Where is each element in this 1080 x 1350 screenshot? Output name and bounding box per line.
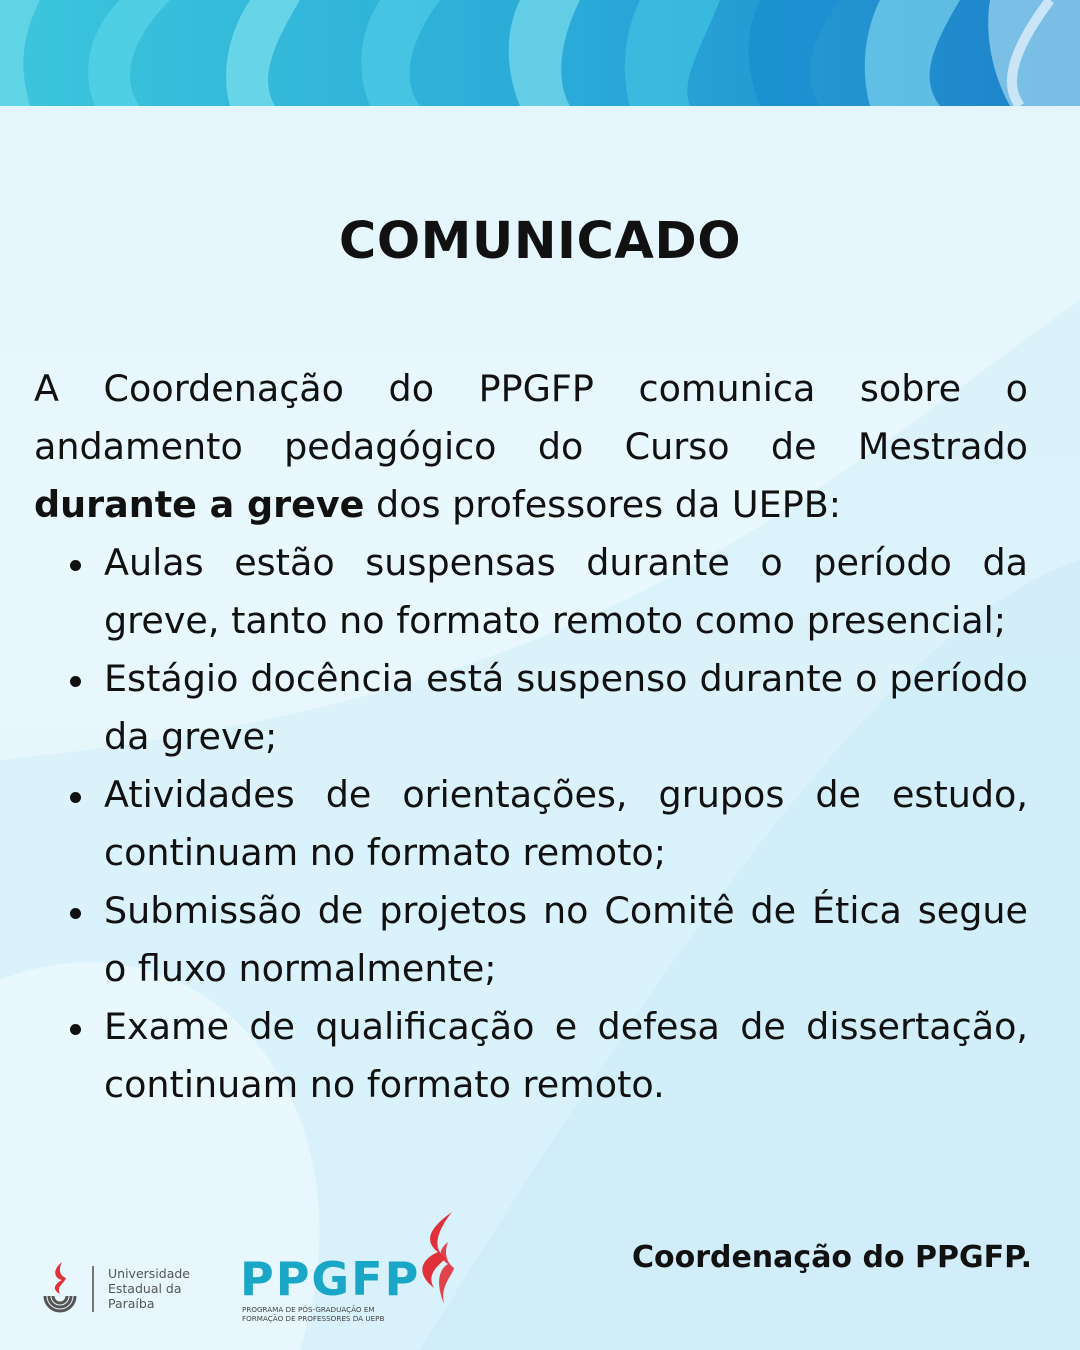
uepb-name-line1: Universidade bbox=[108, 1266, 190, 1281]
intro-text-before: A Coordenação do PPGFP comunica sobre o andamento pedagógico do Curso de Mestrado bbox=[34, 367, 1028, 468]
ppgfp-subtitle-line1: PROGRAMA DE PÓS-GRADUAÇÃO EM bbox=[242, 1305, 375, 1314]
ppgfp-subtitle bbox=[242, 1305, 384, 1323]
signature: Coordenação do PPGFP. bbox=[631, 1240, 1032, 1275]
uepb-name-line2: Estadual da bbox=[108, 1281, 182, 1296]
list-item: Estágio docência está suspenso durante o período da greve; bbox=[104, 650, 1028, 766]
uepb-name bbox=[108, 1266, 190, 1311]
intro-text-after: dos professores da UEPB: bbox=[364, 483, 842, 526]
flame-icon bbox=[412, 1212, 460, 1304]
uepb-logo bbox=[40, 1260, 210, 1320]
ppgfp-logo bbox=[240, 1212, 470, 1328]
list-item: Atividades de orientações, grupos de estudo, continuam no formato remoto; bbox=[104, 766, 1028, 882]
ppgfp-subtitle-line2: FORMAÇÃO DE PROFESSORES DA UEPB bbox=[242, 1314, 385, 1323]
announcement-list bbox=[34, 534, 1028, 1114]
page-title: COMUNICADO bbox=[338, 212, 742, 271]
list-item: Exame de qualificação e defesa de dissertação, continuam no formato remoto. bbox=[104, 998, 1028, 1114]
intro-paragraph bbox=[34, 360, 1028, 534]
intro-bold-text: durante a greve bbox=[34, 483, 365, 526]
uepb-name-line3: Paraíba bbox=[108, 1296, 155, 1311]
ppgfp-wordmark: PPGFP bbox=[240, 1252, 421, 1306]
header-banner bbox=[0, 0, 1080, 106]
announcement-body bbox=[34, 360, 1028, 1114]
list-item: Submissão de projetos no Comitê de Ética segue o fluxo normalmente; bbox=[104, 882, 1028, 998]
list-item: Aulas estão suspensas durante o período da greve, tanto no formato remoto como presencial; bbox=[104, 534, 1028, 650]
uepb-emblem-icon bbox=[40, 1260, 80, 1316]
uepb-divider bbox=[92, 1266, 94, 1312]
